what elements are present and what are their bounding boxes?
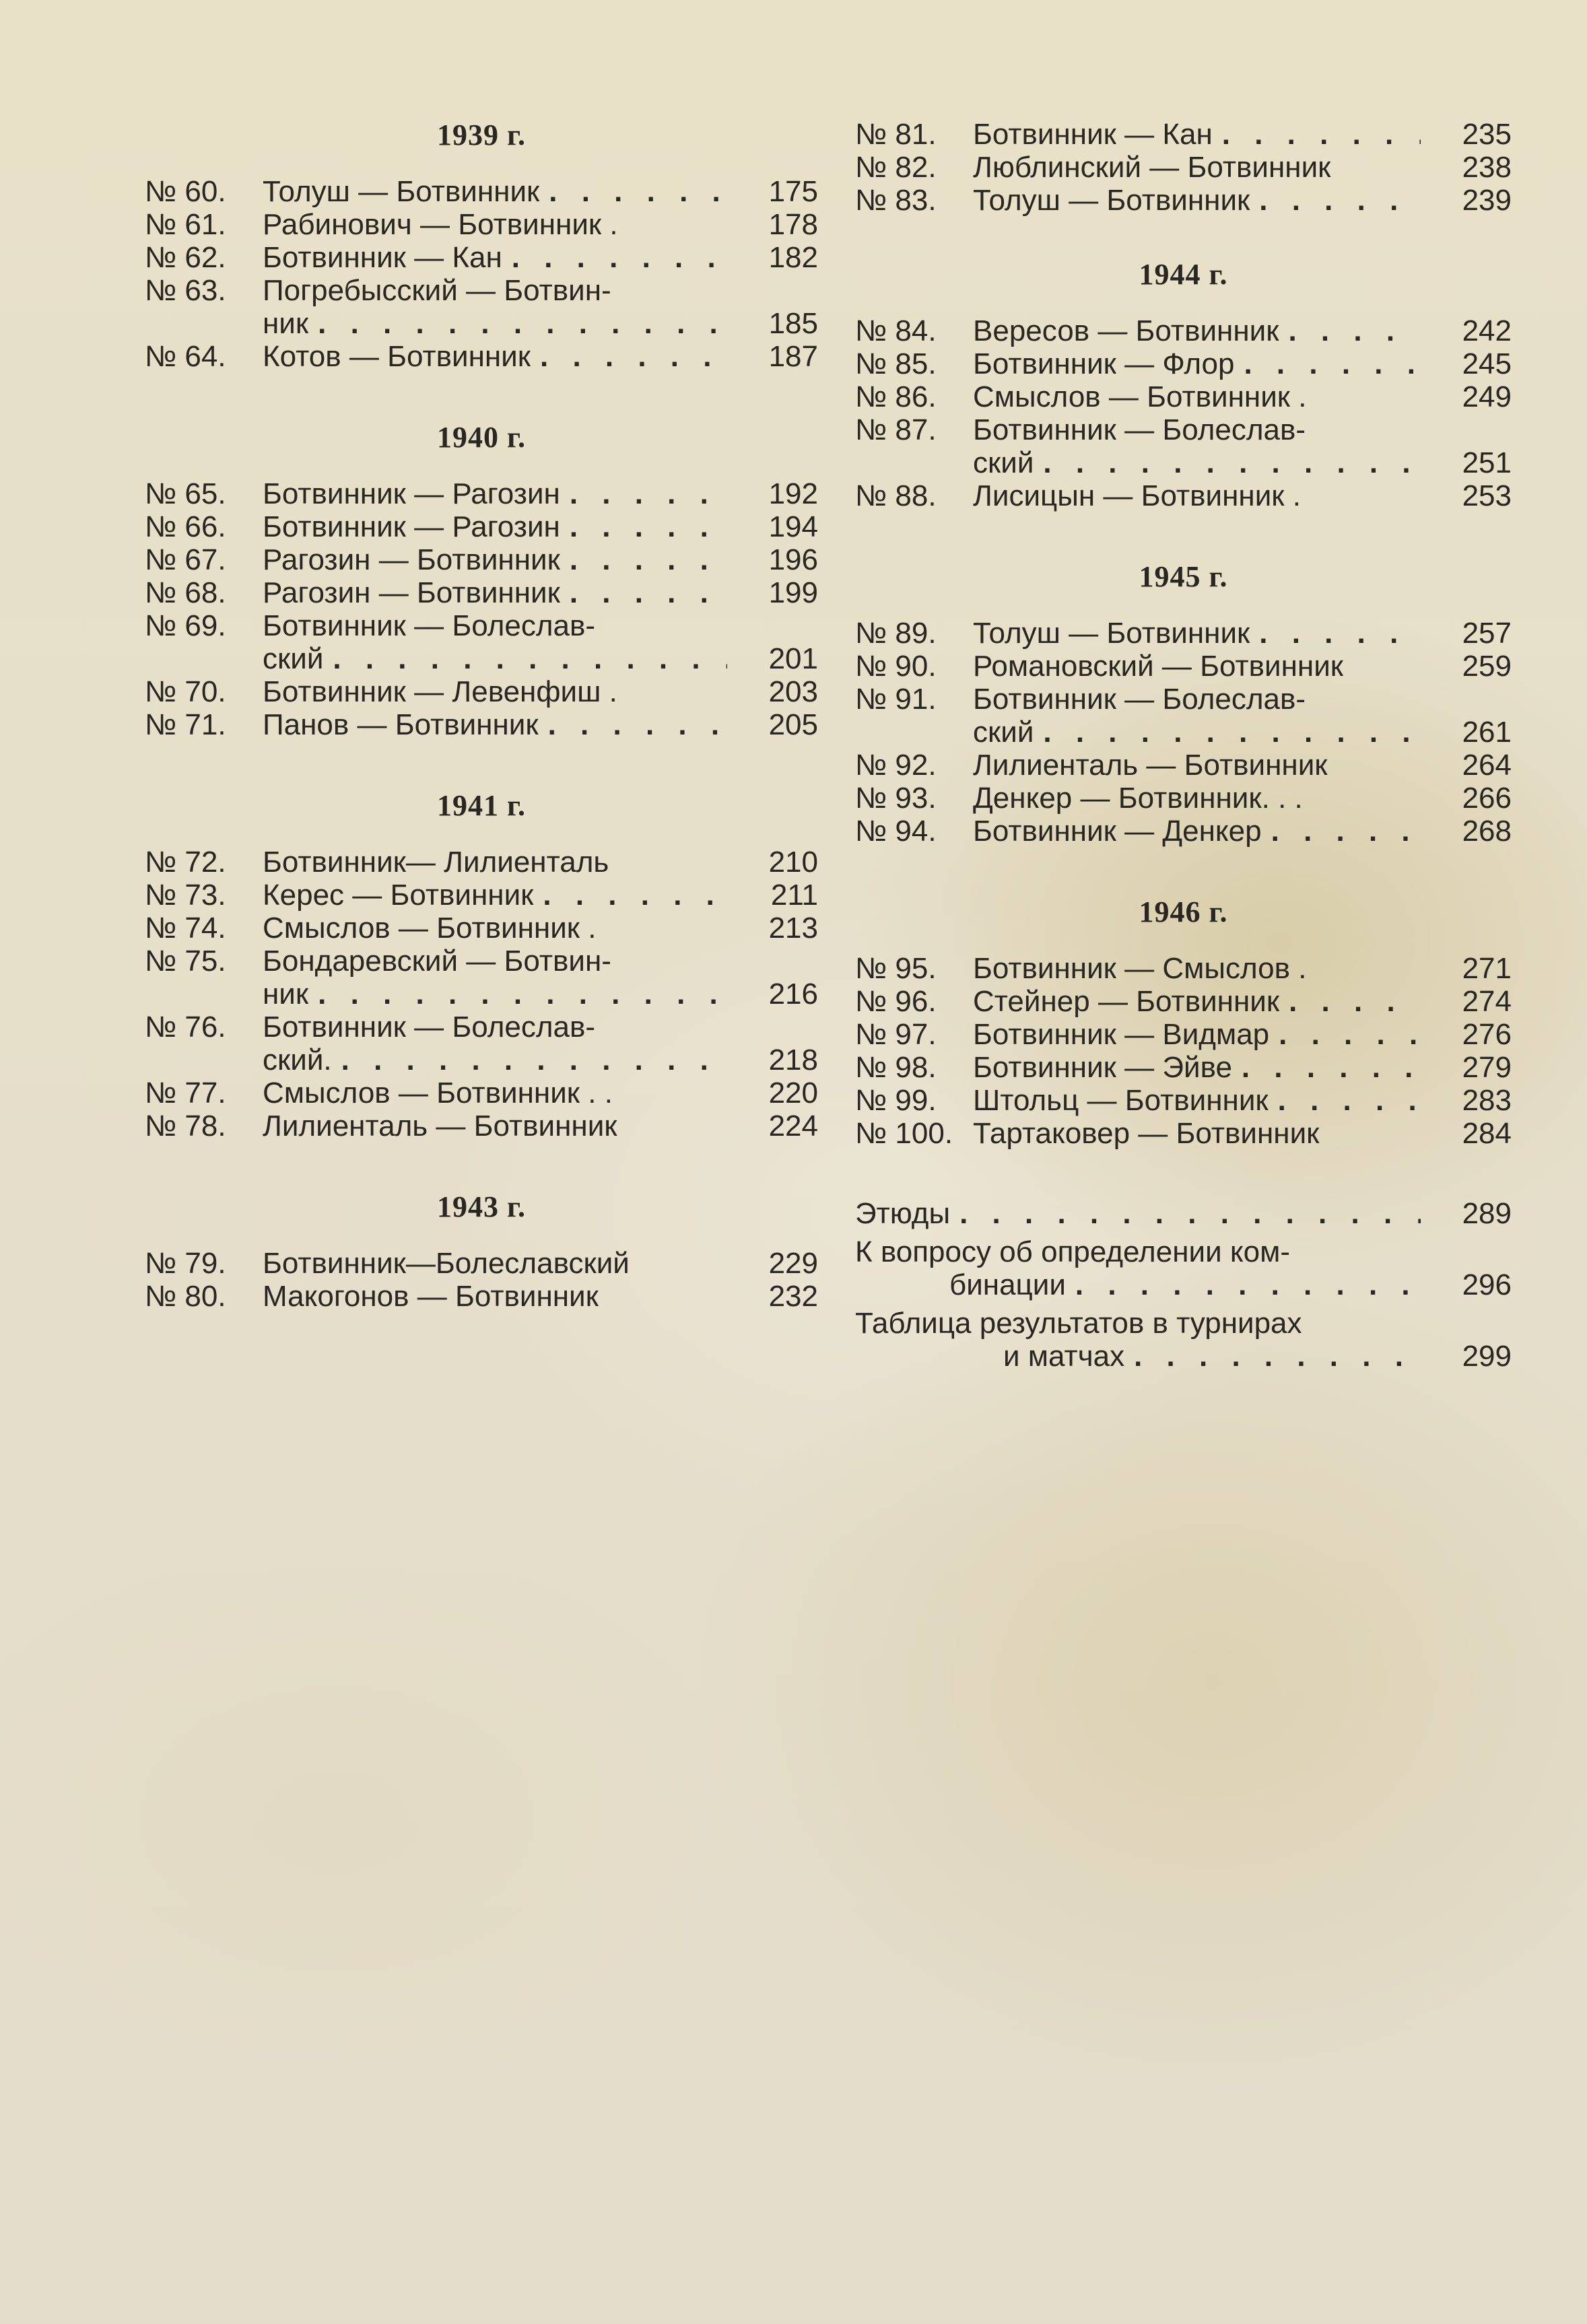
entry-title-line: ский: [973, 716, 1034, 749]
toc-entry: [145, 945, 818, 1011]
dot-leader: [959, 1197, 1421, 1230]
page-number: 249: [1462, 380, 1512, 413]
page-number: 194: [768, 510, 818, 543]
page-number: 192: [768, 477, 818, 510]
entry-title-line: К вопросу об определении ком-: [855, 1235, 1290, 1268]
entry-title-line: Тартаковер — Ботвинник: [973, 1117, 1320, 1150]
page-number: 211: [770, 879, 818, 912]
entry-title-line: Макогонов — Ботвинник: [263, 1280, 599, 1313]
page-number: 201: [768, 642, 818, 675]
game-number: № 100.: [855, 1117, 953, 1150]
entry-title-line: Керес — Ботвинник: [263, 879, 534, 912]
game-number: № 72.: [145, 846, 226, 879]
game-number: № 65.: [145, 477, 226, 510]
toc-entry: [145, 609, 818, 675]
page-number: 266: [1462, 782, 1512, 815]
game-number: № 82.: [855, 151, 937, 184]
game-number: № 77.: [145, 1076, 226, 1109]
toc-entry: [855, 1084, 1512, 1117]
game-number: № 78.: [145, 1109, 226, 1142]
toc-entry: [855, 1117, 1512, 1150]
game-number: № 95.: [855, 952, 937, 985]
page-number: 235: [1462, 118, 1512, 151]
entry-title-line: ский: [973, 446, 1034, 479]
entry-title-line: Смыслов — Ботвинник . .: [263, 1076, 613, 1109]
toc-entry: [855, 184, 1512, 217]
entry-title-line: Ботвинник — Смыслов .: [973, 952, 1307, 985]
game-number: № 79.: [145, 1247, 226, 1280]
game-number: № 81.: [855, 118, 937, 151]
game-number: № 89.: [855, 617, 937, 650]
page-number: 210: [768, 846, 818, 879]
year-section: [145, 1190, 818, 1313]
page-number: 289: [1462, 1197, 1512, 1230]
dot-leader: [540, 340, 727, 373]
toc-entry: [855, 952, 1512, 985]
game-number: № 88.: [855, 479, 937, 512]
year-section: [145, 788, 818, 1142]
page-number: 218: [768, 1044, 818, 1076]
toc-entry: [855, 1051, 1512, 1084]
entry-title-line: Лилиенталь — Ботвинник: [263, 1109, 617, 1142]
toc-entry: [145, 912, 818, 945]
game-number: № 93.: [855, 782, 937, 815]
toc-entry: [855, 1307, 1512, 1373]
dot-leader: [1279, 1018, 1421, 1051]
game-number: № 63.: [145, 274, 226, 307]
toc-entry: [855, 650, 1512, 683]
entry-title-line: Ботвинник — Флор: [973, 347, 1235, 380]
game-number: № 80.: [145, 1280, 226, 1313]
entry-title-line: Вересов — Ботвинник: [973, 314, 1279, 347]
game-number: № 97.: [855, 1018, 937, 1051]
toc-entry: [145, 274, 818, 340]
entry-title-line: ский: [263, 642, 324, 675]
dot-leader: [1278, 1084, 1421, 1117]
page-number: 257: [1462, 617, 1512, 650]
page-number: 274: [1462, 985, 1512, 1018]
entry-title-line: Ботвинник—Болеславский: [263, 1247, 630, 1280]
dot-leader: [1043, 716, 1421, 749]
entry-title-line: Таблица результатов в турнирах: [855, 1307, 1302, 1340]
entry-title-line: Ботвинник — Денкер: [973, 815, 1262, 848]
toc-entry: [855, 985, 1512, 1018]
page-number: 196: [768, 543, 818, 576]
dot-leader: [1075, 1268, 1421, 1301]
dot-leader: [341, 1044, 727, 1076]
entry-title-line: Рагозин — Ботвинник: [263, 543, 560, 576]
page-number: 224: [768, 1109, 818, 1142]
game-number: № 74.: [145, 912, 226, 945]
page-number: 264: [1462, 749, 1512, 782]
entry-title-line: Смыслов — Ботвинник .: [973, 380, 1307, 413]
year-section: [855, 118, 1512, 217]
toc-entry: [855, 683, 1512, 749]
entry-title-line: Котов — Ботвинник: [263, 340, 531, 373]
page-number: 245: [1462, 347, 1512, 380]
toc-entry: [855, 1235, 1512, 1301]
page-number: 178: [768, 208, 818, 241]
page-number: 175: [768, 175, 818, 208]
dot-leader: [1222, 118, 1421, 151]
entry-title-line: и матчах: [1003, 1340, 1125, 1373]
entry-title-line: Ботвинник — Эйве: [973, 1051, 1232, 1084]
toc-entry: [855, 1197, 1512, 1230]
entry-title-line: Рабинович — Ботвинник .: [263, 208, 618, 241]
page-number: 199: [768, 576, 818, 609]
page-number: 182: [768, 241, 818, 274]
page-number: 203: [768, 675, 818, 708]
dot-leader: [1043, 446, 1421, 479]
game-number: № 70.: [145, 675, 226, 708]
page-number: 213: [768, 912, 818, 945]
toc-entry: [855, 1018, 1512, 1051]
game-number: № 69.: [145, 609, 226, 642]
entry-title-line: Ботвинник — Болеслав-: [263, 1011, 596, 1044]
page-number: 232: [768, 1280, 818, 1313]
page-number: 284: [1462, 1117, 1512, 1150]
year-heading: 1945 г.: [1139, 560, 1228, 593]
year-heading: 1946 г.: [1139, 895, 1228, 928]
toc-entry: [145, 477, 818, 510]
dot-leader: [1288, 314, 1421, 347]
page-number: 283: [1462, 1084, 1512, 1117]
year-heading: 1944 г.: [1139, 258, 1228, 291]
dot-leader: [1259, 184, 1421, 217]
year-section: [145, 420, 818, 741]
page-number: 229: [768, 1247, 818, 1280]
dot-leader: [570, 510, 727, 543]
year-heading: 1943 г.: [436, 1190, 527, 1223]
entry-title-line: Ботвинник — Болеслав-: [973, 683, 1306, 716]
entry-title-line: Лилиенталь — Ботвинник: [973, 749, 1328, 782]
dot-leader: [1259, 617, 1421, 650]
toc-entry: [145, 510, 818, 543]
entry-title-line: Погребысский — Ботвин-: [263, 274, 611, 307]
year-section: [855, 257, 1512, 512]
entry-title-line: Ботвинник — Рагозин: [263, 510, 560, 543]
entry-title-line: Романовский — Ботвинник: [973, 650, 1344, 683]
entry-title-line: Ботвинник— Лилиенталь: [263, 846, 609, 879]
toc-entry: [145, 1011, 818, 1076]
dot-leader: [570, 477, 727, 510]
toc-entry: [145, 576, 818, 609]
dot-leader: [1134, 1340, 1421, 1373]
entry-title-line: Стейнер — Ботвинник: [973, 985, 1280, 1018]
toc-entry: [145, 208, 818, 241]
toc-entry: [145, 340, 818, 373]
dot-leader: [1242, 1051, 1421, 1084]
toc-entry: [855, 347, 1512, 380]
page-number: 205: [768, 708, 818, 741]
toc-entry: [855, 617, 1512, 650]
entry-title-line: Толуш — Ботвинник: [973, 617, 1250, 650]
game-number: № 62.: [145, 241, 226, 274]
toc-entry: [145, 241, 818, 274]
game-number: № 76.: [145, 1011, 226, 1044]
page-number: 279: [1462, 1051, 1512, 1084]
game-number: № 83.: [855, 184, 937, 217]
game-number: № 67.: [145, 543, 226, 576]
toc-entry: [145, 1076, 818, 1109]
page-number: 259: [1462, 650, 1512, 683]
game-number: № 86.: [855, 380, 937, 413]
page-number: 220: [768, 1076, 818, 1109]
page-number: 276: [1462, 1018, 1512, 1051]
entry-title-line: Смыслов — Ботвинник .: [263, 912, 597, 945]
toc-entry: [855, 413, 1512, 479]
game-number: № 92.: [855, 749, 937, 782]
game-number: № 91.: [855, 683, 937, 716]
dot-leader: [1289, 985, 1421, 1018]
contents-right-column: [855, 118, 1512, 1378]
entry-title-line: Ботвинник — Болеслав-: [263, 609, 596, 642]
game-number: № 71.: [145, 708, 226, 741]
dot-leader: [1244, 347, 1421, 380]
year-heading: 1939 г.: [436, 118, 527, 151]
toc-entry: [145, 175, 818, 208]
toc-entry: [145, 708, 818, 741]
page-number: 296: [1462, 1268, 1512, 1301]
game-number: № 85.: [855, 347, 937, 380]
entry-title-line: Этюды: [855, 1197, 951, 1230]
entry-title-line: Ботвинник — Рагозин: [263, 477, 560, 510]
game-number: № 68.: [145, 576, 226, 609]
dot-leader: [543, 879, 727, 912]
dot-leader: [570, 543, 727, 576]
toc-entry: [145, 879, 818, 912]
game-number: № 90.: [855, 650, 937, 683]
misc-entries: [855, 1197, 1512, 1373]
page-number: 271: [1462, 952, 1512, 985]
toc-entry: [855, 749, 1512, 782]
game-number: № 98.: [855, 1051, 937, 1084]
entry-title-line: бинации: [949, 1268, 1066, 1301]
page-number: 268: [1462, 815, 1512, 848]
game-number: № 75.: [145, 945, 226, 978]
entry-title-line: Толуш — Ботвинник: [973, 184, 1250, 217]
page-number: 299: [1462, 1340, 1512, 1373]
entry-title-line: ский.: [263, 1044, 332, 1076]
page-number: 238: [1462, 151, 1512, 184]
toc-entry: [145, 543, 818, 576]
game-number: № 96.: [855, 985, 937, 1018]
year-heading: 1941 г.: [436, 789, 527, 822]
toc-entry: [855, 380, 1512, 413]
toc-entry: [855, 151, 1512, 184]
game-number: № 64.: [145, 340, 226, 373]
entry-title-line: ник: [263, 307, 309, 340]
page-number: 251: [1462, 446, 1512, 479]
page-number: 242: [1462, 314, 1512, 347]
dot-leader: [333, 642, 727, 675]
entry-title-line: Толуш — Ботвинник: [263, 175, 540, 208]
dot-leader: [548, 708, 727, 741]
toc-entry: [145, 1247, 818, 1280]
page-number: 253: [1462, 479, 1512, 512]
dot-leader: [318, 978, 727, 1011]
game-number: № 87.: [855, 413, 937, 446]
entry-title-line: Люблинский — Ботвинник: [973, 151, 1331, 184]
entry-title-line: Панов — Ботвинник: [263, 708, 539, 741]
dot-leader: [1271, 815, 1421, 848]
entry-title-line: Ботвинник — Болеслав-: [973, 413, 1306, 446]
entry-title-line: Ботвинник — Видмар: [973, 1018, 1270, 1051]
game-number: № 73.: [145, 879, 226, 912]
toc-entry: [855, 314, 1512, 347]
contents-left-column: [145, 118, 818, 1360]
toc-entry: [855, 118, 1512, 151]
toc-entry: [855, 782, 1512, 815]
dot-leader: [570, 576, 727, 609]
entry-title-line: Ботвинник — Кан: [263, 241, 502, 274]
toc-entry: [145, 675, 818, 708]
game-number: № 99.: [855, 1084, 937, 1117]
entry-title-line: Лисицын — Ботвинник .: [973, 479, 1301, 512]
entry-title-line: Ботвинник — Левенфиш .: [263, 675, 617, 708]
game-number: № 61.: [145, 208, 226, 241]
year-section: [145, 118, 818, 373]
entry-title-line: Денкер — Ботвинник. . .: [973, 782, 1303, 815]
entry-title-line: Ботвинник — Кан: [973, 118, 1213, 151]
page-number: 216: [768, 978, 818, 1011]
page-number: 185: [768, 307, 818, 340]
game-number: № 66.: [145, 510, 226, 543]
toc-entry: [855, 479, 1512, 512]
entry-title-line: ник: [263, 978, 309, 1011]
toc-entry: [855, 815, 1512, 848]
year-heading: 1940 г.: [436, 421, 527, 454]
game-number: № 94.: [855, 815, 937, 848]
dot-leader: [549, 175, 727, 208]
dot-leader: [512, 241, 727, 274]
toc-entry: [145, 846, 818, 879]
page-number: 187: [768, 340, 818, 373]
entry-title-line: Бондаревский — Ботвин-: [263, 945, 611, 978]
year-section: [855, 559, 1512, 848]
entry-title-line: Рагозин — Ботвинник: [263, 576, 560, 609]
game-number: № 84.: [855, 314, 937, 347]
page-number: 261: [1462, 716, 1512, 749]
game-number: № 60.: [145, 175, 226, 208]
toc-entry: [145, 1109, 818, 1142]
dot-leader: [318, 307, 727, 340]
year-section: [855, 895, 1512, 1150]
entry-title-line: Штольц — Ботвинник: [973, 1084, 1269, 1117]
toc-entry: [145, 1280, 818, 1313]
page-number: 239: [1462, 184, 1512, 217]
